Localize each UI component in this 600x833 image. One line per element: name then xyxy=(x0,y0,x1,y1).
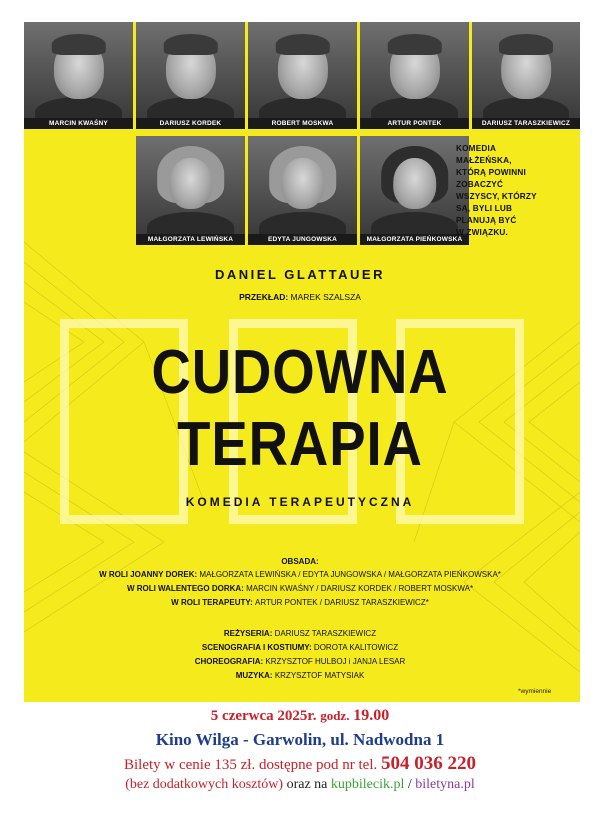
crew-line: CHOREOGRAFIA: KRZYSZTOF HULBOJ i JANJA LESAR xyxy=(194,657,406,666)
subtitle: KOMEDIA TERAPEUTYCZNA xyxy=(185,495,415,509)
price-text: Bilety w cenie 135 zł. dostępne pod nr tel. xyxy=(123,757,378,773)
translation-label: PRZEKŁAD: xyxy=(239,292,289,302)
interchangeable-note: *wymiennie xyxy=(518,688,552,695)
crew-line: SCENOGRAFIA I KOSTIUMY: DOROTA KALITOWICZ xyxy=(201,643,399,652)
extra-cost-note: (bez dodatkowych kosztów) xyxy=(125,777,284,792)
link-kupbilecik[interactable]: kupbilecik.pl xyxy=(330,777,405,792)
translation xyxy=(0,292,600,302)
nameplate-marcin-kwasny: MARCIN KWAŚNY xyxy=(24,118,133,129)
cast-line: W ROLI WALENTEGO DORKA: MARCIN KWAŚNY / DARIUSZ KORDEK / ROBERT MOSKWA* xyxy=(126,584,474,593)
link-biletyna[interactable]: biletyna.pl xyxy=(415,777,475,792)
cast-heading: OBSADA: xyxy=(281,557,319,566)
cast-line: W ROLI JOANNY DOREK: MAŁGORZATA LEWIŃSKA / EDYTA JUNGOWSKA / MAŁGORZATA PIEŃKOWSKA* xyxy=(99,570,501,579)
crew-line: MUZYKA: KRZYSZTOF MATYSIAK xyxy=(235,671,365,680)
translation-name: MAREK SZALSZA xyxy=(290,292,361,302)
event-venue: Kino Wilga - Garwolin, ul. Nadwodna 1 xyxy=(155,730,445,749)
nameplate-artur-pontek: ARTUR PONTEK xyxy=(360,118,469,129)
photo-malgorzata-lewinska xyxy=(136,136,245,234)
event-time: 19.00 xyxy=(353,707,390,724)
photo-artur-pontek xyxy=(360,22,469,118)
phone-number[interactable]: 504 036 220 xyxy=(381,753,477,774)
tagline: KOMEDIA MAŁŻEŃSKA, KTÓRĄ POWINNI ZOBACZYĆ WSZYSCY, KTÓRZY SĄ, BYLI LUB PLANUJĄ BYĆ W ZWIĄZKU. xyxy=(456,144,537,237)
crew-line: REŻYSERIA: DARIUSZ TARASZKIEWICZ xyxy=(223,629,377,638)
event-price xyxy=(0,753,600,775)
author: DANIEL GLATTAUER xyxy=(215,267,385,282)
photo-edyta-jungowska xyxy=(248,136,357,234)
photo-malgorzata-pienkowska xyxy=(360,136,469,234)
photo-marcin-kwasny xyxy=(24,22,133,118)
photo-dariusz-kordek xyxy=(136,22,245,118)
nameplate-malgorzata-pienkowska: MAŁGORZATA PIEŃKOWSKA xyxy=(360,234,469,245)
photo-robert-moskwa xyxy=(248,22,357,118)
event-date: 5 czerwca 2025r. xyxy=(210,708,317,724)
event-datetime xyxy=(0,707,600,725)
event-time-label: godz. xyxy=(320,708,350,723)
nameplate-dariusz-taraszkiewicz: DARIUSZ TARASZKIEWICZ xyxy=(472,118,580,129)
nameplate-dariusz-kordek: DARIUSZ KORDEK xyxy=(136,118,245,129)
nameplate-edyta-jungowska: EDYTA JUNGOWSKA xyxy=(248,234,357,245)
cast-line: W ROLI TERAPEUTY: ARTUR PONTEK / DARIUSZ TARASZKIEWICZ* xyxy=(171,598,429,607)
event-tickets xyxy=(0,777,600,793)
photo-dariusz-taraszkiewicz xyxy=(472,22,580,118)
title-line-1: CUDOWNA xyxy=(151,338,449,407)
title-line-2: TERAPIA xyxy=(177,410,423,479)
nameplate-malgorzata-lewinska: MAŁGORZATA LEWIŃSKA xyxy=(136,234,245,245)
nameplate-robert-moskwa: ROBERT MOSKWA xyxy=(248,118,357,129)
oraz-na: oraz na xyxy=(286,777,328,792)
link-separator: / xyxy=(407,777,412,792)
